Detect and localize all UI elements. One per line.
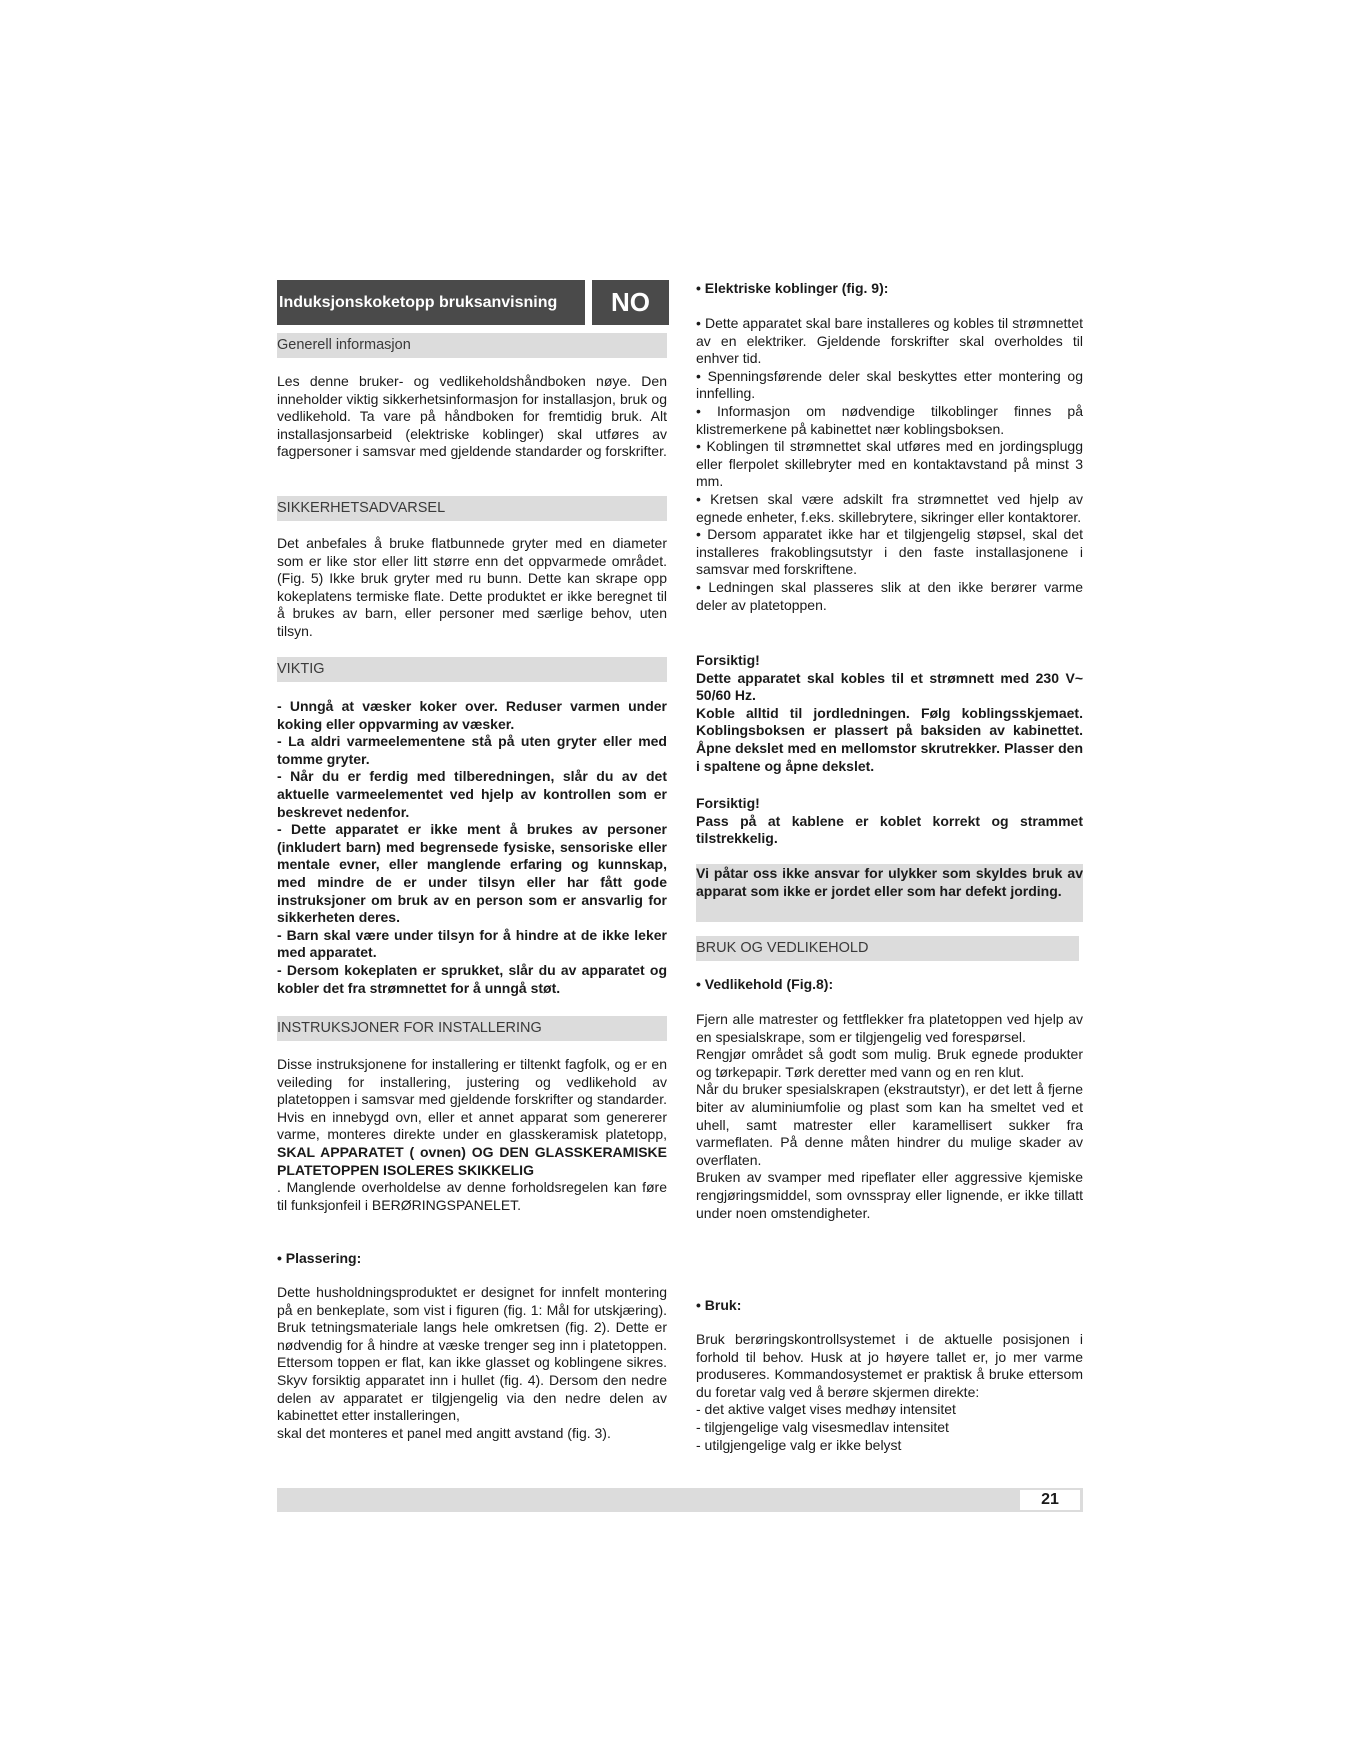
use-text: Bruk berøringskontrollsystemet i de aktuelle posisjonen i forhold til behov. Husk at jo høyere tallet er, jo mer varme produseres. Kommandosystemet er praktisk å bruke ettersom du foretar valg ved å berøre skjermen direkte: - det aktive valget vises medhøy intensitet - tilgjengelige valg visesmedlav intensitet - utilgjengelige valg er ikke belyst: [696, 1331, 1083, 1453]
installation-text-a: Disse instruksjonene for installering er tiltenkt fagfolk, og er en veileding for installering, justering og vedlikehold av platetoppen i samsvar med gjeldende forskrifter og standarder. Hvis en innebygd ovn, eller et annet apparat som genererer varme, monteres direkte under en glasskeramisk platetopp,: [277, 1056, 667, 1143]
placement-text: Dette husholdningsproduktet er designet for innfelt montering på en benkeplate, som vist i figuren (fig. 1: Mål for utskjæring). Bruk tetningsmateriale langs hele omkretsen (fig. 2). Dette er nødvendig for å hindre at væske trenger seg inn i platetoppen. Ettersom toppen er flat, kan ikke glasset og koblingene sikres. Skyv forsiktig apparatet inn i hullet (fig. 4). Dersom den nedre delen av apparatet er tilgjengelig via den nedre delen av kabinettet etter installeringen, skal det monteres et panel med angitt avstand (fig. 3).: [277, 1284, 667, 1441]
section-heading-safety: SIKKERHETSADVARSEL: [277, 496, 667, 521]
installation-text-bold: SKAL APPARATET ( ovnen) OG DEN GLASSKERAMISKE PLATETOPPEN ISOLERES SKIKKELIG: [277, 1143, 667, 1178]
caution-electrical: Forsiktig! Dette apparatet skal kobles til et strømnett med 230 V~ 50/60 Hz. Koble alltid til jordledningen. Følg koblingsskjemaet. Koblingsboksen er plassert på baksiden av kabinettet. Åpne dekslet med en mellomstor skrutrekker. Plasser den i spaltene og åpne dekslet.: [696, 652, 1083, 774]
liability-warning-box: [696, 864, 1083, 922]
important-text: - Unngå at væsker koker over. Reduser varmen under koking eller oppvarming av væsker. - La aldri varmeelementene stå på uten gryter eller med tomme gryter. - Når du er ferdig med tilberedningen, slår du av det aktuelle varmeelementet ved hjelp av kontrollen som er beskrevet nedenfor. - Dette apparatet er ikke ment å brukes av personer (inkludert barn) med begrensede fysiske, sensoriske eller mentale evner, eller manglende erfaring og kunnskap, med mindre de er under tilsyn eller har fått gode instruksjoner om bruk av en person som er ansvarlig for sikkerheten deres. - Barn skal være under tilsyn for å hindre at de ikke leker med apparatet. - Dersom kokeplaten er sprukket, slår du av apparatet og kobler det fra strømnettet for å unngå støt.: [277, 698, 667, 996]
section-heading-use-maintenance: BRUK OG VEDLIKEHOLD: [696, 936, 1079, 961]
maintenance-heading: • Vedlikehold (Fig.8):: [696, 976, 834, 992]
electrical-text: • Dette apparatet skal bare installeres og kobles til strømnettet av en elektriker. Gjeldende forskrifter skal overholdes til enhver tid. • Spenningsførende deler skal beskyttes etter montering og innfelling. • Informasjon om nødvendige tilkoblinger finnes på klistremerkene på kabinettet nær koblingsboksen. • Koblingen til strømnettet skal utføres med en jordingsplugg eller flerpolet skillebryter med en kontaktavstand på minst 3 mm. • Kretsen skal være adskilt fra strømnettet ved hjelp av egnede enheter, f.eks. skillebrytere, sikringer eller kontaktorer. • Dersom apparatet ikke har et tilgjengelig støpsel, skal det installeres frakoblingsutstyr i den faste installasjonene i samsvar med forskriftene. • Ledningen skal plasseres slik at den ikke berører varme deler av platetoppen.: [696, 315, 1083, 613]
installation-text-c: . Manglende overholdelse av denne forholdsregelen kan føre til funksjonfeil i BERØRINGSPANELET.: [277, 1179, 667, 1213]
installation-text: [277, 1056, 667, 1214]
section-heading-important: VIKTIG: [277, 657, 667, 682]
caution-cables: Forsiktig! Pass på at kablene er koblet korrekt og strammet tilstrekkelig.: [696, 795, 1083, 847]
section-heading-general: Generell informasjon: [277, 333, 667, 358]
electrical-heading: • Elektriske koblinger (fig. 9):: [696, 280, 889, 296]
language-badge: NO: [592, 280, 669, 325]
liability-warning-text: Vi påtar oss ikke ansvar for ulykker som skyldes bruk av apparat som ikke er jordet eller som har defekt jording.: [696, 865, 1083, 899]
use-heading: • Bruk:: [696, 1297, 742, 1313]
general-info-text: Les denne bruker- og vedlikeholdshåndboken nøye. Den inneholder viktig sikkerhetsinformasjon for installasjon, bruk og vedlikehold. Ta vare på håndboken for fremtidig bruk. Alt installasjonsarbeid (elektriske koblinger) skal utføres av fagpersoner i samsvar med gjeldende standarder og forskrifter.: [277, 373, 667, 460]
safety-warning-text: Det anbefales å bruke flatbunnede gryter med en diameter som er like stor eller litt større enn det oppvarmede området. (Fig. 5) Ikke bruk gryter med ru bunn. Dette kan skrape opp kokeplatens termiske flate. Dette produktet er ikke beregnet til å brukes av barn, eller personer med særlige behov, uten tilsyn.: [277, 535, 667, 639]
section-heading-installation: INSTRUKSJONER FOR INSTALLERING: [277, 1016, 667, 1041]
page-title: Induksjonskoketopp bruksanvisning: [277, 280, 585, 325]
maintenance-text: Fjern alle matrester og fettflekker fra platetoppen ved hjelp av en spesialskrape, som er tilgjengelig ved forespørsel. Rengjør området så godt som mulig. Bruk egnede produkter og tørkepapir. Tørk deretter med vann og en ren klut. Når du bruker spesialskrapen (ekstrautstyr), er det lett å fjerne biter av aluminiumfolie og plast som kan ha smeltet ved et uhell, samt matrester eller karamellisert sukker fra varmeflaten. På denne måten hindrer du mulige skader av overflaten. Bruken av svamper med ripeflater eller aggressive kjemiske rengjøringsmiddel, som ovnsspray eller lignende, er ikke tillatt under noen omstendigheter.: [696, 1011, 1083, 1221]
page-number: 21: [1020, 1490, 1080, 1510]
placement-heading: • Plassering:: [277, 1250, 362, 1266]
footer-bar: [277, 1488, 1083, 1512]
